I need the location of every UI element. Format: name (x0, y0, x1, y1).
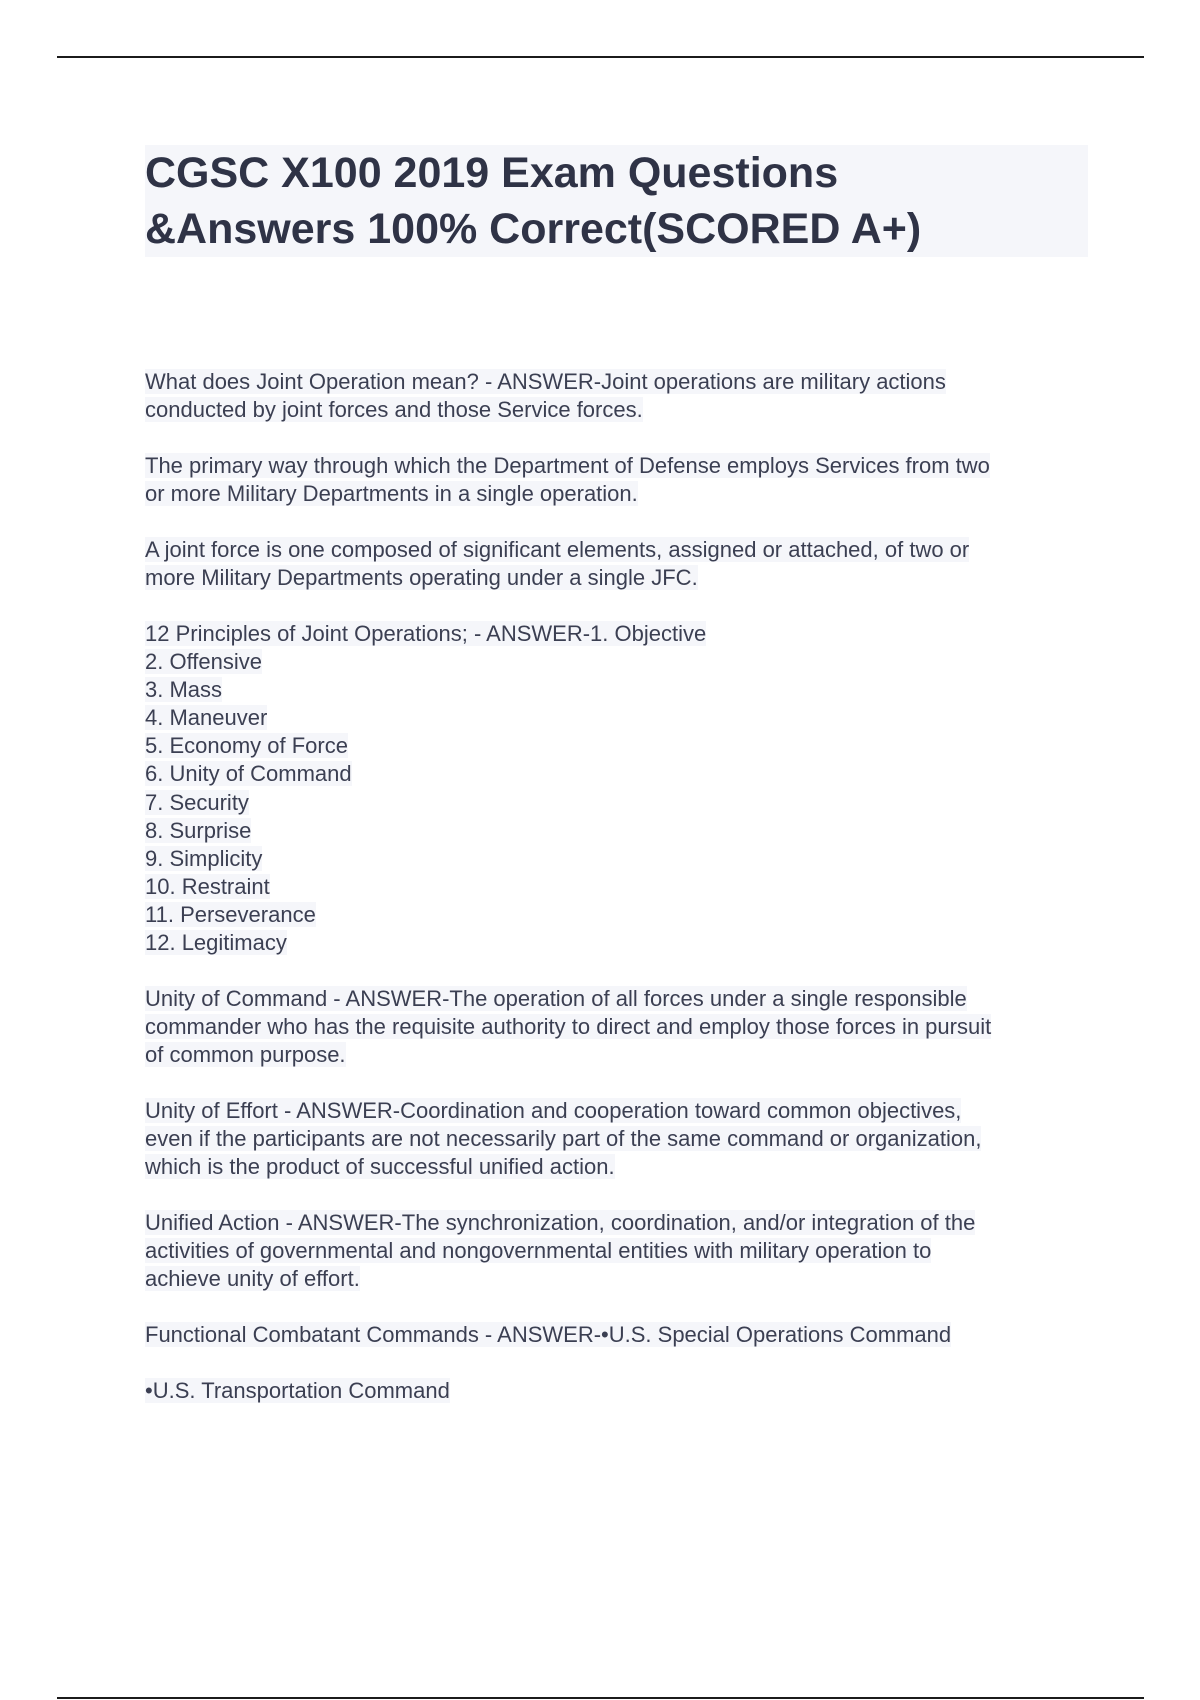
list-item: 3. Mass (145, 677, 223, 703)
qa-joint-operation (145, 368, 1095, 424)
text-line: commander who has the requisite authority to direct and employ those forces in pursuit (145, 1014, 992, 1040)
text-line: more Military Departments operating under a single JFC. (145, 565, 698, 590)
list-item: 7. Security (145, 789, 249, 815)
list-item: 12 Principles of Joint Operations; - ANSWER-1. Objective (145, 621, 707, 646)
text-line: Unified Action - ANSWER-The synchronization, coordination, and/or integration of the (145, 1210, 976, 1236)
text-line: What does Joint Operation mean? - ANSWER-Joint operations are military actions (145, 369, 946, 394)
text-line: which is the product of successful unified action. (145, 1154, 615, 1180)
list-item: 9. Simplicity (145, 845, 263, 871)
list-item: 11. Perseverance (145, 901, 316, 927)
qa-functional-combatant-commands (145, 1321, 1095, 1349)
text-line: Unity of Command - ANSWER-The operation of all forces under a single responsible (145, 986, 967, 1012)
text-line: •U.S. Transportation Command (145, 1378, 450, 1404)
text-line: Functional Combatant Commands - ANSWER-•U.S. Special Operations Command (145, 1322, 952, 1348)
qa-principles-list (145, 620, 1095, 957)
text-line: achieve unity of effort. (145, 1266, 360, 1292)
list-item: 8. Surprise (145, 817, 252, 843)
title-line-2: &Answers 100% Correct(SCORED A+) (145, 205, 922, 253)
text-line: conducted by joint forces and those Service forces. (145, 397, 643, 422)
document-body (145, 368, 1095, 1433)
top-rule (57, 56, 1144, 58)
document-title (145, 145, 1088, 257)
list-item: 2. Offensive (145, 649, 262, 675)
qa-unity-of-command (145, 985, 1095, 1069)
text-line: Unity of Effort - ANSWER-Coordination and cooperation toward common objectives, (145, 1098, 962, 1124)
list-item: 4. Maneuver (145, 705, 268, 731)
text-line: or more Military Departments in a single operation. (145, 481, 638, 506)
text-line: activities of governmental and nongovernmental entities with military operation to (145, 1238, 932, 1264)
qa-unified-action (145, 1209, 1095, 1293)
text-line: of common purpose. (145, 1042, 346, 1068)
list-item: 5. Economy of Force (145, 733, 348, 759)
list-item: 10. Restraint (145, 873, 270, 899)
paragraph-joint-force (145, 536, 1095, 592)
paragraph-primary-way (145, 452, 1095, 508)
qa-unity-of-effort (145, 1097, 1095, 1181)
text-line: The primary way through which the Department of Defense employs Services from two (145, 453, 990, 478)
text-line: A joint force is one composed of significant elements, assigned or attached, of two or (145, 537, 970, 562)
text-line: even if the participants are not necessarily part of the same command or organization, (145, 1126, 982, 1152)
list-item: 6. Unity of Command (145, 761, 352, 787)
paragraph-transportation-command (145, 1377, 1095, 1405)
bottom-rule (57, 1697, 1144, 1699)
title-line-1: CGSC X100 2019 Exam Questions (145, 149, 839, 197)
list-item: 12. Legitimacy (145, 930, 287, 956)
